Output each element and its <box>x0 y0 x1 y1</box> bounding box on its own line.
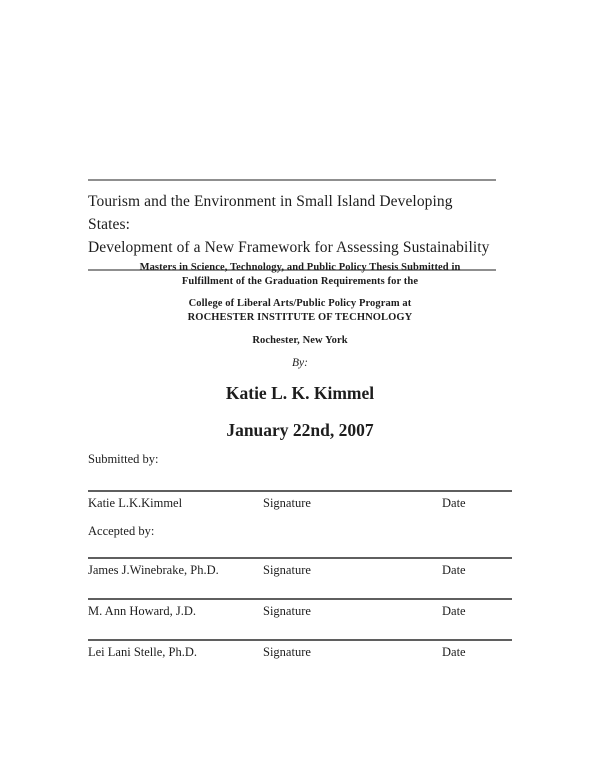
signature-row-advisor-2 <box>88 598 512 620</box>
document-title-line-1: Tourism and the Environment in Small Island Developing States: <box>88 193 453 233</box>
signatory-name: Lei Lani Stelle, Ph.D. <box>88 644 198 659</box>
location-line: Rochester, New York <box>252 335 348 346</box>
document-title <box>88 190 496 259</box>
college-line: College of Liberal Arts/Public Policy Program at <box>188 298 412 309</box>
program-statement <box>0 261 600 288</box>
signatory-name: M. Ann Howard, J.D. <box>88 603 196 618</box>
date-label: Date <box>442 562 466 577</box>
date-label: Date <box>442 644 466 659</box>
accepted-by-label: Accepted by: <box>88 524 155 538</box>
institute-line: ROCHESTER INSTITUTE OF TECHNOLOGY <box>187 311 413 323</box>
author-name: Katie L. K. Kimmel <box>225 383 375 403</box>
signature-label: Signature <box>263 644 311 659</box>
signature-label: Signature <box>263 603 311 618</box>
signatory-name: Katie L.K.Kimmel <box>88 495 183 510</box>
program-statement-line-2: Fulfillment of the Graduation Requirements for the <box>181 275 419 287</box>
by-label: By: <box>292 357 308 369</box>
signature-row-advisor-1 <box>88 557 512 579</box>
thesis-date: January 22nd, 2007 <box>226 420 374 440</box>
date-label: Date <box>442 495 466 510</box>
signature-label: Signature <box>263 562 311 577</box>
title-block <box>88 179 496 271</box>
submitted-by-label: Submitted by: <box>88 452 159 466</box>
college-statement <box>0 297 600 324</box>
program-statement-line-1: Masters in Science, Technology, and Public Policy Thesis Submitted in <box>139 262 461 273</box>
signature-row-advisor-3 <box>88 639 512 661</box>
title-divider-top <box>88 179 496 181</box>
document-title-line-2: Development of a New Framework for Assessing Sustainability <box>88 239 490 256</box>
signature-label: Signature <box>263 495 311 510</box>
signature-row-author <box>88 490 512 512</box>
date-label: Date <box>442 603 466 618</box>
signatory-name: James J.Winebrake, Ph.D. <box>88 562 219 577</box>
